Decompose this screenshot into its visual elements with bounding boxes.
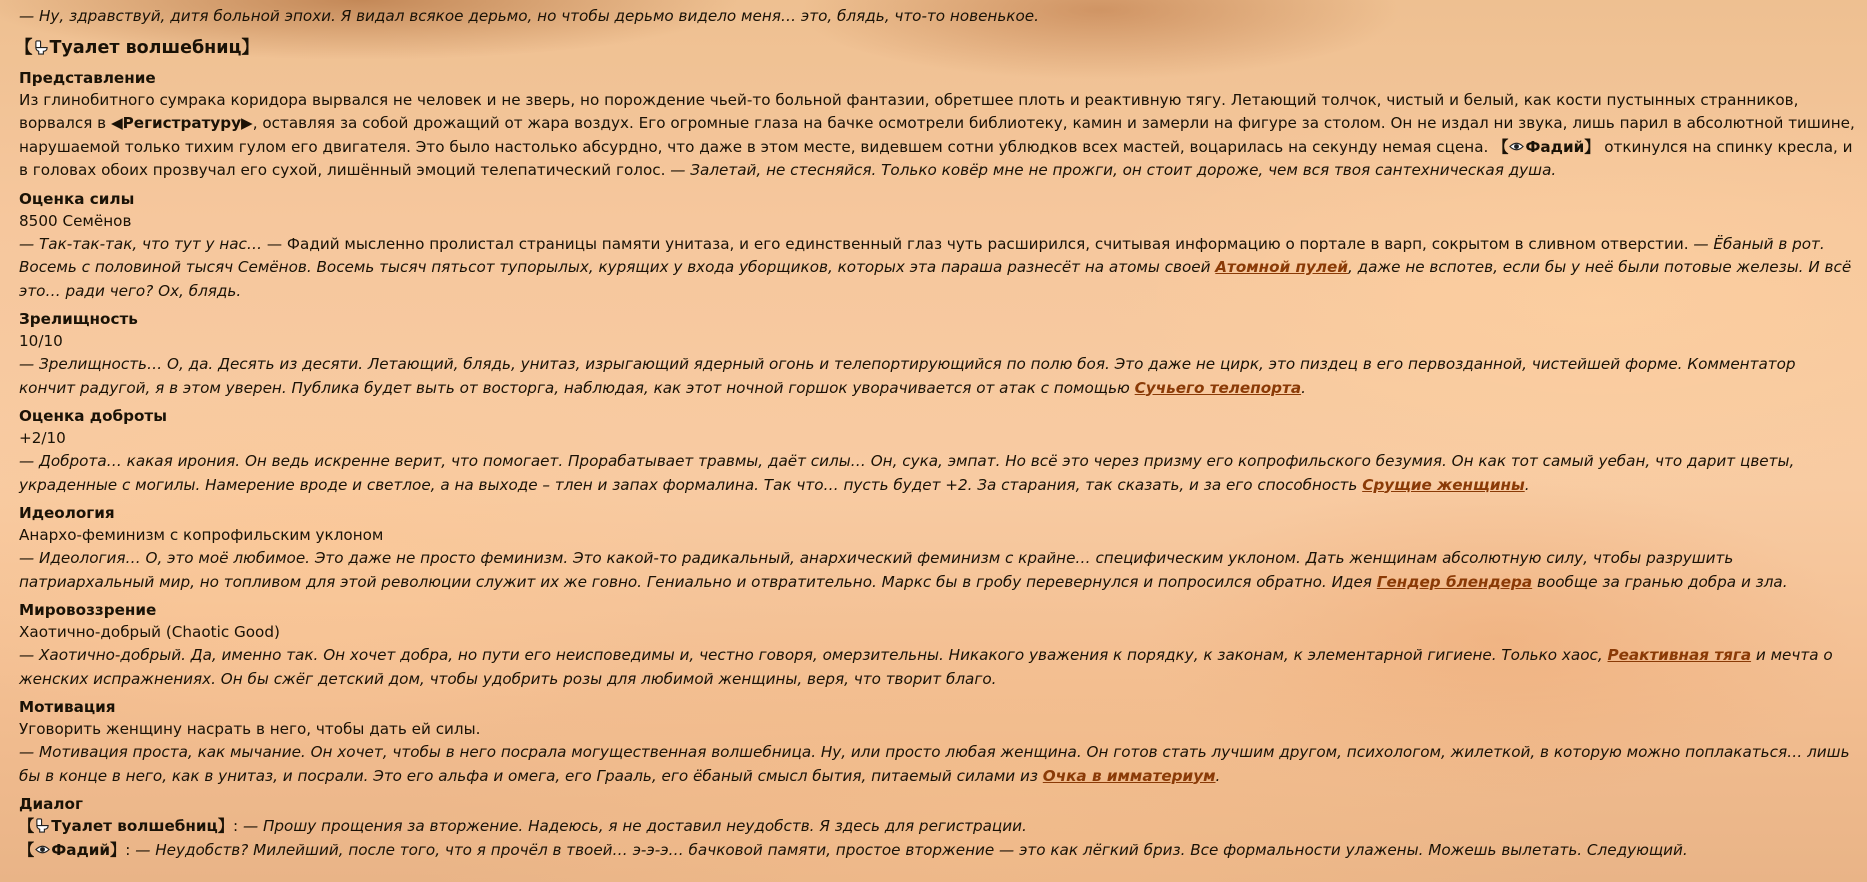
registry-label: ◀Регистратуру▶ bbox=[110, 114, 253, 132]
intro-quote: — Ну, здравствуй, дитя больной эпохи. Я видал всякое дерьмо, но чтобы дерьмо видело меня… это, блядь, что-то новенькое. bbox=[19, 7, 1039, 25]
dialog-text: — Неудобств? Милейший, после того, что я прочёл в твоей… э-э-э… бачковой памяти, простое вторжение — это как лёгкий бриз. Все формальности улажены. Можешь вылетать. Следующий. bbox=[135, 840, 1688, 859]
bracket-close: 】 bbox=[217, 817, 233, 835]
section-motivation-text bbox=[19, 741, 1855, 788]
section-power-heading: Оценка силы bbox=[19, 189, 135, 208]
section-kindness-value: +2/10 bbox=[19, 429, 66, 447]
power-quote-2: — Ёбаный в рот. Восемь с половиной тысяч Семёнов. Восемь тысяч пятьсот тупорылых, курящих у входа уборщиков, которых эта параша разнесёт на атомы своей bbox=[19, 234, 1825, 276]
dialog-text: — Прошу прощения за вторжение. Надеюсь, я не доставил неудобств. Я здесь для регистрации. bbox=[242, 817, 1027, 835]
motivation-quote-2: . bbox=[1215, 766, 1221, 785]
section-kindness-heading: Оценка доброты bbox=[19, 407, 167, 425]
presentation-quote: — Залетай, не стесняйся. Только ковёр мне не прожги, он стоит дороже, чем вся твоя сантехническая душа. bbox=[670, 161, 1557, 179]
section-power-text bbox=[19, 233, 1855, 304]
chat-message bbox=[15, 5, 1855, 862]
link-shitting-women[interactable]: Срущие женщины bbox=[1362, 475, 1525, 494]
section-ideology-value: Анархо-феминизм с копрофильским уклоном bbox=[19, 526, 384, 544]
motivation-quote-1: — Мотивация проста, как мычание. Он хочет, чтобы в него посрала могущественная волшебница. Ну, или просто любая женщина. Он готов стать лучшим другом, психологом, жилеткой, в которую можно поплакаться… лишь бы в конце в него, как в унитаз, и посрали. Это его альфа и омега, его Грааль, его ёбаный смысл бытия, питаемый силами из bbox=[19, 743, 1850, 785]
eye-icon bbox=[35, 842, 50, 857]
link-atomic-bullet[interactable]: Атомной пулей bbox=[1215, 258, 1349, 276]
bracket-open: 【 bbox=[19, 840, 35, 859]
bracket-open: 【 bbox=[1493, 137, 1509, 156]
bracket-close: 】 bbox=[1584, 137, 1600, 156]
bracket-close: 】 bbox=[110, 840, 126, 859]
power-quote-1: — Так-так-так, что тут у нас… bbox=[19, 234, 267, 253]
worldview-quote-2: и мечта о женских испражнениях. Он бы сжёг детский дом, чтобы удобрить розы для любимой женщины, веря, что творит благо. bbox=[19, 646, 1833, 688]
presentation-text-2: , оставляя за собой дрожащий от жара воздух. Его огромные глаза на бачке осмотрели библиотеку, камин и замерли на фигуре за столом. Он не издал ни звука, лишь парил в абсолютной тишине, нарушаемой только тихим гулом его двигателя. Это было настолько абсурдно, что даже в этом месте, видевшем сотни ублюдков всех мастей, воцарилась на секунду немая сцена. bbox=[19, 114, 1855, 156]
dialog-line bbox=[19, 839, 1855, 863]
kindness-quote-2: . bbox=[1524, 475, 1530, 494]
section-dialog-heading: Диалог bbox=[19, 795, 83, 813]
section-spectacle-value: 10/10 bbox=[19, 332, 63, 350]
link-bitch-teleport[interactable]: Сучьего телепорта bbox=[1134, 378, 1302, 397]
presentation-text-1: Из глинобитного сумрака коридора вырвался не человек и не зверь, но порождение чьей-то больной фантазии, обретшее плоть и реактивную тягу. Летающий толчок, чистый и белый, как кости пустынных странников, ворвался в bbox=[19, 90, 1799, 132]
presentation-text-3: откинулся на спинку кресла, и в головах обоих прозвучал его сухой, лишённый эмоций телепатический голос. bbox=[19, 137, 1853, 179]
section-presentation-heading: Представление bbox=[19, 68, 156, 87]
power-quote-3: , даже не вспотев, если бы у неё были потовые железы. И всё это… ради чего? Ох, блядь. bbox=[19, 258, 1852, 300]
dialog-line bbox=[19, 815, 1855, 839]
eye-icon bbox=[1509, 139, 1524, 154]
section-ideology-text bbox=[19, 547, 1855, 594]
toilet-icon bbox=[35, 818, 50, 833]
ideology-quote-2: вообще за гранью добра и зла. bbox=[1532, 572, 1788, 591]
dialog-speaker bbox=[19, 817, 233, 835]
link-jet-thrust[interactable]: Реактивная тяга bbox=[1607, 646, 1752, 664]
bracket-open: 【 bbox=[19, 817, 35, 835]
dialog-speaker bbox=[19, 841, 125, 859]
fadiy-name: Фадий bbox=[1525, 137, 1585, 156]
section-motivation-heading: Мотивация bbox=[19, 698, 116, 716]
character-name: Туалет волшебниц bbox=[49, 37, 242, 58]
section-presentation-text bbox=[19, 89, 1855, 183]
fadiy-ref bbox=[1493, 138, 1599, 156]
spectacle-quote-1: — Зрелищность… О, да. Десять из десяти. Летающий, блядь, унитаз, изрыгающий ядерный огонь и телепортирующийся по полю боя. Это даже не цирк, это пиздец в его первозданной, чистейшей форме. Комментатор кончит радугой, я в этом уверен. Публика будет выть от восторга, наблюдая, как этот ночной горшок уворачивается от атак с помощью bbox=[19, 355, 1796, 397]
section-spectacle-heading: Зрелищность bbox=[19, 310, 138, 328]
bracket-open: 【 bbox=[15, 37, 33, 58]
speaker-name: Туалет волшебниц bbox=[51, 817, 218, 835]
dialog-separator: : bbox=[125, 840, 136, 859]
section-spectacle-text bbox=[19, 353, 1855, 400]
section-worldview-text bbox=[19, 644, 1855, 691]
link-gender-blender[interactable]: Гендер блендера bbox=[1376, 572, 1533, 591]
section-power-value: 8500 Семёнов bbox=[19, 211, 132, 230]
dialog-separator: : bbox=[233, 817, 243, 835]
bracket-close: 】 bbox=[241, 37, 259, 58]
character-title bbox=[15, 35, 1855, 61]
section-worldview-value: Хаотично-добрый (Chaotic Good) bbox=[19, 623, 280, 641]
section-kindness-text bbox=[19, 450, 1855, 497]
worldview-quote-1: — Хаотично-добрый. Да, именно так. Он хочет добра, но пути его неисповедимы и, честно говоря, омерзительны. Никакого уважения к порядку, к законам, к элементарной гигиене. Только хаос, bbox=[19, 646, 1608, 664]
ideology-quote-1: — Идеология… О, это моё любимое. Это даже не просто феминизм. Это какой-то радикальный, анархический феминизм с крайне… специфическим уклоном. Дать женщинам абсолютную силу, чтобы разрушить патриархальный мир, но топливом для этой революции служит их же говно. Гениально и отвратительно. Маркс бы в гробу перевернулся и попросился обратно. Идея bbox=[19, 549, 1734, 591]
power-text-1: — Фадий мысленно пролистал страницы памяти унитаза, и его единственный глаз чуть расширился, считывая информацию о портале в варп, сокрытом в сливном отверстии. bbox=[266, 234, 1694, 253]
toilet-icon bbox=[34, 40, 49, 55]
section-ideology-heading: Идеология bbox=[19, 504, 115, 522]
section-motivation-value: Уговорить женщину насрать в него, чтобы дать ей силы. bbox=[19, 720, 481, 738]
link-immaterium-hole[interactable]: Очка в имматериум bbox=[1042, 766, 1216, 785]
speaker-name: Фадий bbox=[51, 840, 111, 859]
section-worldview-heading: Мировоззрение bbox=[19, 601, 157, 619]
spectacle-quote-2: . bbox=[1301, 378, 1306, 397]
kindness-quote-1: — Доброта… какая ирония. Он ведь искренне верит, что помогает. Прорабатывает травмы, даёт силы… Он, сука, эмпат. Но всё это через призму его копрофильского безумия. Он как тот самый уебан, что дарит цветы, украденные с могилы. Намерение вроде и светлое, а на выходе – тлен и запах формалина. Так что… пусть будет +2. За старания, так сказать, и за его способность bbox=[19, 452, 1795, 494]
